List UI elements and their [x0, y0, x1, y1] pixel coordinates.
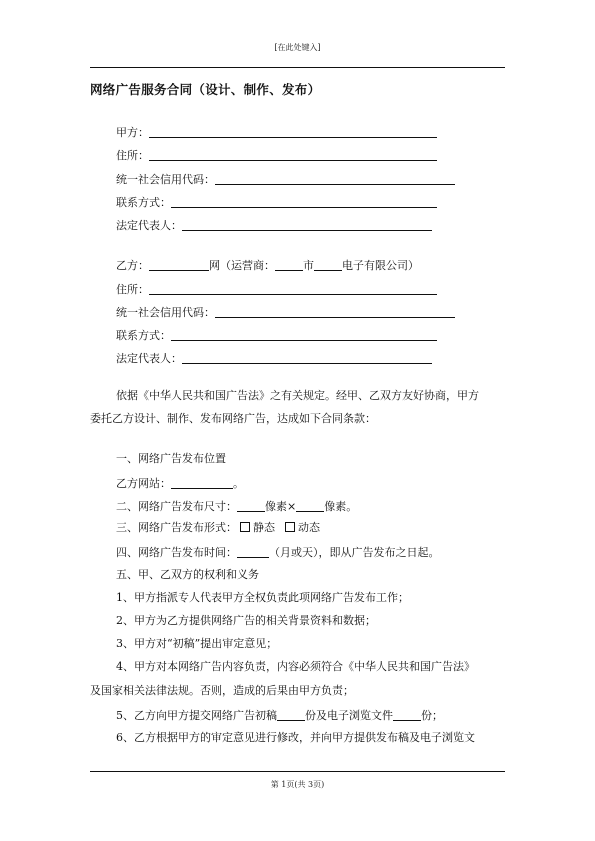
party-b-mid2: 市	[303, 259, 314, 272]
item-5-file-blank[interactable]	[393, 709, 421, 721]
static-checkbox[interactable]	[240, 522, 250, 532]
party-b-credit-blank[interactable]	[215, 306, 455, 318]
item-4-line-2: 及国家相关法律法规。否则，造成的后果由甲方负责；	[90, 684, 354, 697]
clause-2-width-blank[interactable]	[237, 500, 265, 512]
party-b-operator-blank[interactable]	[275, 259, 303, 271]
party-a-contact-label: 联系方式：	[116, 196, 171, 209]
clause-3-line	[116, 521, 320, 535]
clause-2-mid: 像素×	[265, 500, 297, 513]
party-b-rep-label: 法定代表人：	[116, 352, 182, 365]
clause-1-site-label: 乙方网站：	[116, 477, 171, 490]
party-a-contact-line	[116, 194, 437, 210]
party-b-site-blank[interactable]	[149, 259, 209, 271]
document-title: 网络广告服务合同（设计、制作、发布）	[90, 82, 321, 97]
item-5-draft-blank[interactable]	[277, 709, 305, 721]
clause-1-heading: 一、网络广告发布位置	[116, 452, 226, 465]
item-5-label: 5、乙方向甲方提交网络广告初稿	[116, 709, 277, 722]
party-b-address-line	[116, 281, 437, 297]
party-b-credit-line	[116, 304, 455, 320]
party-b-end: 电子有限公司）	[342, 259, 419, 272]
party-a-contact-blank[interactable]	[171, 196, 437, 208]
static-option-label: 静态	[253, 521, 275, 534]
party-a-credit-label: 统一社会信用代码：	[116, 173, 215, 186]
footer-divider	[90, 771, 505, 772]
party-b-contact-line	[116, 327, 437, 343]
clause-1-site-end: 。	[233, 477, 244, 490]
clause-3-label: 三、网络广告发布形式：	[116, 521, 237, 534]
party-b-contact-blank[interactable]	[171, 329, 437, 341]
party-b-address-blank[interactable]	[149, 283, 437, 295]
party-b-rep-blank[interactable]	[182, 352, 432, 364]
clause-2-end: 像素。	[324, 500, 358, 513]
party-a-address-label: 住所：	[116, 149, 149, 162]
party-b-credit-label: 统一社会信用代码：	[116, 306, 215, 319]
party-b-city-blank[interactable]	[314, 259, 342, 271]
clause-5-heading: 五、甲、乙双方的权利和义务	[116, 568, 259, 581]
party-a-rep-line	[116, 217, 432, 233]
intro-line-1: 依据《中华人民共和国广告法》之有关规定。经甲、乙双方友好协商，甲方	[116, 389, 479, 402]
intro-line-2: 委托乙方设计、制作、发布网络广告，达成如下合同条款：	[90, 412, 376, 425]
clause-1-site-line	[116, 475, 244, 491]
party-b-address-label: 住所：	[116, 283, 149, 296]
clause-2-label: 二、网络广告发布尺寸：	[116, 500, 237, 513]
page-header: [在此处键入]	[274, 43, 321, 52]
party-b-mid1: 网（运营商：	[209, 259, 275, 272]
item-2: 2、甲方为乙方提供网络广告的相关背景资料和数据；	[116, 614, 376, 627]
party-a-address-blank[interactable]	[149, 149, 437, 161]
party-b-label: 乙方：	[116, 259, 149, 272]
item-4-line-1: 4、甲方对本网络广告内容负责，内容必须符合《中华人民共和国广告法》	[116, 660, 475, 673]
party-b-line	[116, 257, 419, 273]
party-a-blank[interactable]	[149, 126, 437, 138]
party-a-rep-blank[interactable]	[182, 219, 432, 231]
item-5-end: 份；	[421, 709, 443, 722]
clause-4-end: （月或天），即从广告发布之日起。	[269, 546, 440, 559]
item-5-line	[116, 707, 443, 723]
dynamic-checkbox[interactable]	[285, 522, 295, 532]
party-a-address-line	[116, 147, 437, 163]
clause-1-site-blank[interactable]	[171, 477, 233, 489]
header-divider	[90, 67, 505, 68]
party-b-contact-label: 联系方式：	[116, 329, 171, 342]
party-b-rep-line	[116, 350, 432, 366]
clause-2-line	[116, 498, 357, 514]
page-footer: 第 1页(共 3页)	[270, 780, 325, 789]
party-a-credit-blank[interactable]	[215, 173, 455, 185]
party-a-credit-line	[116, 171, 455, 187]
item-1: 1、甲方指派专人代表甲方全权负责此项网络广告发布工作；	[116, 591, 409, 604]
item-5-mid: 份及电子浏览文件	[305, 709, 393, 722]
clause-4-label: 四、网络广告发布时间：	[116, 546, 237, 559]
party-a-label: 甲方：	[116, 126, 149, 139]
clause-4-duration-blank[interactable]	[237, 546, 269, 558]
item-6: 6、乙方根据甲方的审定意见进行修改，并向甲方提供发布稿及电子浏览文	[116, 731, 475, 744]
clause-2-height-blank[interactable]	[296, 500, 324, 512]
item-3: 3、甲方对“初稿”提出审定意见；	[116, 637, 278, 650]
dynamic-option-label: 动态	[298, 521, 320, 534]
clause-4-line	[116, 544, 440, 560]
party-a-rep-label: 法定代表人：	[116, 219, 182, 232]
party-a-line	[116, 124, 437, 140]
